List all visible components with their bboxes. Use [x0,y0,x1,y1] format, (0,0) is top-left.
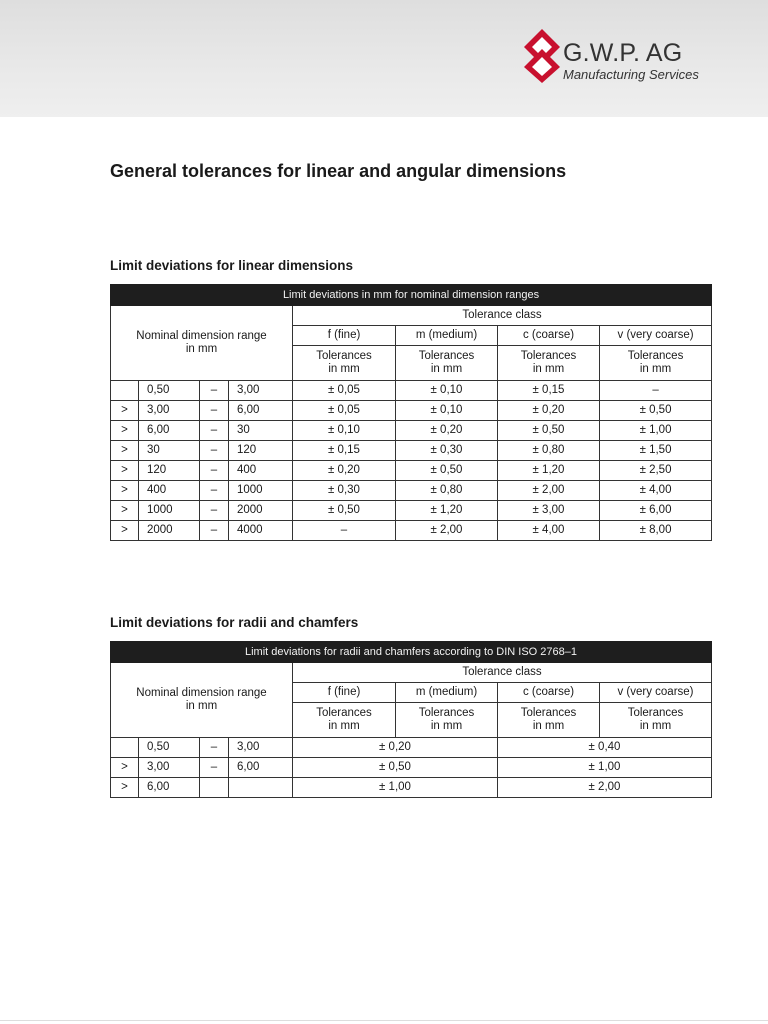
tolerance-unit-mm: in mm [430,720,463,732]
range-dash: – [200,738,229,758]
tolerance-value: ± 0,30 [293,481,396,501]
range-to: 1000 [229,481,293,501]
class-header-medium: m (medium) [396,683,498,703]
tolerance-value: ± 2,00 [396,521,498,541]
class-header-coarse: c (coarse) [498,683,600,703]
tolerance-value: ± 0,40 [498,738,712,758]
tolerance-unit-header [498,346,600,381]
tolerance-unit-header [293,346,396,381]
tolerance-value: ± 1,20 [396,501,498,521]
tolerance-unit-mm: in mm [328,363,360,375]
range-from: 120 [139,461,200,481]
tolerance-value: ± 0,50 [396,461,498,481]
tolerance-value: ± 1,00 [498,758,712,778]
tolerance-unit-label: Tolerances [316,350,372,362]
tolerance-value: ± 0,80 [498,441,600,461]
tolerance-unit-header [498,703,600,738]
class-header-very-coarse: v (very coarse) [600,683,712,703]
tolerance-unit-mm: in mm [430,363,463,375]
range-from: 1000 [139,501,200,521]
table-row [111,481,712,501]
tolerance-value: ± 0,10 [396,381,498,401]
class-header-fine: f (fine) [293,683,396,703]
nominal-range-unit: in mm [185,343,218,355]
table-row [111,461,712,481]
class-header-coarse: c (coarse) [498,326,600,346]
range-prefix: > [111,421,139,441]
range-prefix: > [111,401,139,421]
tolerance-value: ± 0,20 [293,738,498,758]
tolerance-value: ± 0,30 [396,441,498,461]
range-to: 3,00 [229,381,293,401]
tolerance-value: ± 2,50 [600,461,712,481]
range-from: 30 [139,441,200,461]
tolerance-value: ± 0,15 [498,381,600,401]
brand-name: G.W.P. AG [563,39,683,67]
tolerance-value: ± 4,00 [600,481,712,501]
radii-tolerance-table [110,641,712,798]
tolerance-unit-label: Tolerances [520,707,577,719]
tolerance-value: ± 0,15 [293,441,396,461]
tolerance-value: ± 0,05 [293,401,396,421]
company-logo [522,27,722,87]
range-dash: – [200,481,229,501]
range-prefix: > [111,441,139,461]
range-dash: – [200,758,229,778]
tolerance-value: ± 0,50 [293,501,396,521]
tolerance-unit-label: Tolerances [627,350,684,362]
table-row [111,401,712,421]
tolerance-value: ± 6,00 [600,501,712,521]
linear-section-title: Limit deviations for linear dimensions [110,258,354,273]
range-to: 400 [229,461,293,481]
range-to: 120 [229,441,293,461]
linear-table-caption: Limit deviations in mm for nominal dimension ranges [111,285,712,306]
table-row [111,441,712,461]
tolerance-unit-header [396,346,498,381]
tolerance-value: ± 8,00 [600,521,712,541]
brand-tagline: Manufacturing Services [563,67,699,82]
range-prefix: > [111,461,139,481]
tolerance-value: ± 1,50 [600,441,712,461]
range-dash: – [200,401,229,421]
range-from: 6,00 [139,421,200,441]
tolerance-value: ± 1,20 [498,461,600,481]
table-row [111,778,712,798]
tolerance-value: ± 0,10 [293,421,396,441]
table-row [111,758,712,778]
range-dash: – [200,381,229,401]
range-prefix: > [111,481,139,501]
table-row [111,381,712,401]
tolerance-class-header: Tolerance class [293,306,712,326]
tolerance-unit-label: Tolerances [418,707,475,719]
radii-table-caption: Limit deviations for radii and chamfers according to DIN ISO 2768–1 [111,642,712,663]
tolerance-value: ± 0,05 [293,381,396,401]
tolerance-value: ± 1,00 [293,778,498,798]
nominal-range-header [111,306,293,381]
range-from: 0,50 [139,381,200,401]
range-dash: – [200,521,229,541]
tolerance-unit-label: Tolerances [418,350,475,362]
range-to: 3,00 [229,738,293,758]
tolerance-unit-mm: in mm [532,720,565,732]
tolerance-unit-mm: in mm [639,720,672,732]
range-dash: – [200,501,229,521]
range-from: 3,00 [139,758,200,778]
range-to: 6,00 [229,758,293,778]
tolerance-value: ± 2,00 [498,778,712,798]
linear-tolerance-table [110,284,712,541]
class-header-fine: f (fine) [293,326,396,346]
tolerance-value: – [293,521,396,541]
range-dash: – [200,421,229,441]
range-from: 3,00 [139,401,200,421]
tolerance-unit-label: Tolerances [316,707,372,719]
radii-section-title: Limit deviations for radii and chamfers [110,615,359,630]
footer-divider [0,1020,768,1021]
range-from: 6,00 [139,778,200,798]
tolerance-value: ± 0,50 [293,758,498,778]
diamond-logo-icon [522,27,562,83]
table-row [111,501,712,521]
range-prefix [111,381,139,401]
tolerance-unit-label: Tolerances [520,350,577,362]
range-prefix [111,738,139,758]
range-from: 0,50 [139,738,200,758]
tolerance-value: ± 0,10 [396,401,498,421]
page-title: General tolerances for linear and angular dimensions [110,161,567,181]
range-prefix: > [111,521,139,541]
tolerance-unit-header [396,703,498,738]
range-to: 30 [229,421,293,441]
tolerance-value: ± 4,00 [498,521,600,541]
tolerance-value: ± 0,20 [396,421,498,441]
tolerance-unit-label: Tolerances [627,707,684,719]
nominal-range-label: Nominal dimension range [136,687,267,699]
tolerance-unit-mm: in mm [328,720,360,732]
nominal-range-unit: in mm [185,700,218,712]
tolerance-value: – [600,381,712,401]
range-prefix: > [111,501,139,521]
class-header-medium: m (medium) [396,326,498,346]
range-from: 400 [139,481,200,501]
range-prefix: > [111,758,139,778]
tolerance-value: ± 0,50 [600,401,712,421]
tolerance-unit-mm: in mm [532,363,565,375]
tolerance-class-header: Tolerance class [293,663,712,683]
table-row [111,421,712,441]
nominal-range-header [111,663,293,738]
range-dash: – [200,461,229,481]
nominal-range-label: Nominal dimension range [136,330,267,342]
range-to: 2000 [229,501,293,521]
table-row [111,521,712,541]
class-header-very-coarse: v (very coarse) [600,326,712,346]
range-to: 4000 [229,521,293,541]
tolerance-value: ± 0,20 [498,401,600,421]
tolerance-value: ± 0,20 [293,461,396,481]
tolerance-unit-mm: in mm [639,363,672,375]
range-prefix: > [111,778,139,798]
tolerance-value: ± 0,80 [396,481,498,501]
tolerance-value: ± 2,00 [498,481,600,501]
range-from: 2000 [139,521,200,541]
tolerance-unit-header [600,703,712,738]
table-row [111,738,712,758]
tolerance-value: ± 1,00 [600,421,712,441]
range-to: 6,00 [229,401,293,421]
tolerance-unit-header [600,346,712,381]
range-to [229,778,293,798]
tolerance-value: ± 3,00 [498,501,600,521]
tolerance-value: ± 0,50 [498,421,600,441]
range-dash: – [200,441,229,461]
range-dash [200,778,229,798]
tolerance-unit-header [293,703,396,738]
